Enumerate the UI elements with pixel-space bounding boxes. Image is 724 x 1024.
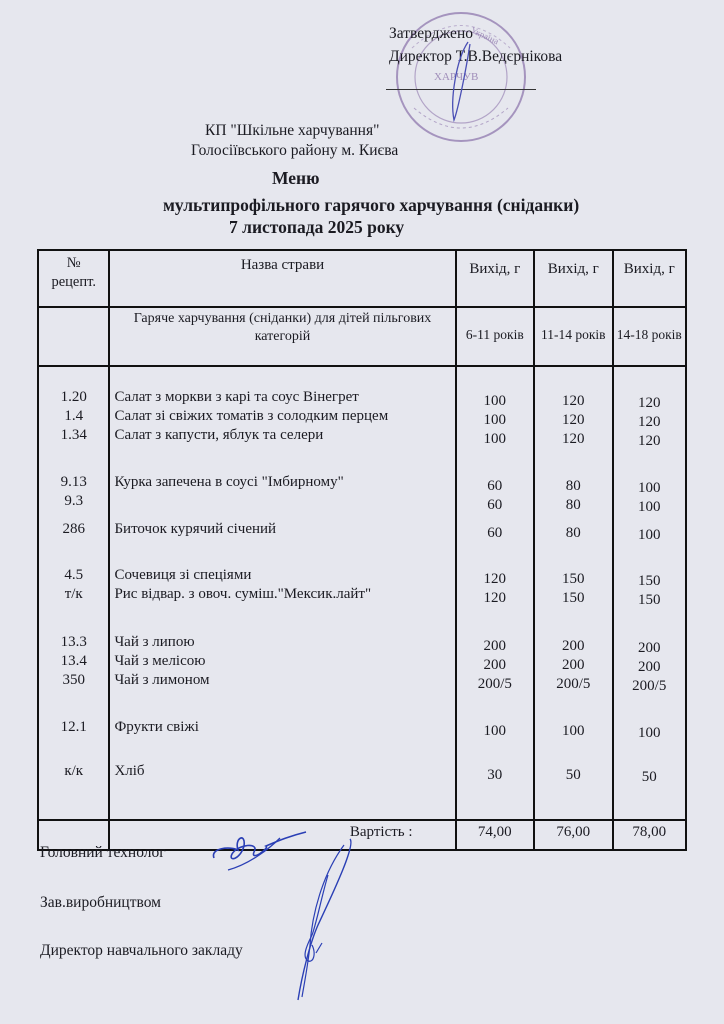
yield-14-18-cell: 200/5 bbox=[632, 678, 667, 694]
stamp-text-top: Україна bbox=[469, 24, 501, 47]
header-recipe-number: № рецепт. bbox=[38, 250, 109, 307]
menu-date: 7 листопада 2025 року bbox=[229, 217, 405, 237]
section-empty-cell bbox=[38, 307, 109, 366]
approved-label: Затверджено bbox=[389, 25, 473, 42]
yield-6-11-cell: 60 bbox=[487, 478, 503, 494]
recipe-number-cell: 1.20 bbox=[60, 389, 87, 405]
production-manager-label: Зав.виробництвом bbox=[40, 894, 161, 911]
yield-6-11-cell: 30 bbox=[487, 767, 503, 783]
yield-6-11-cell: 100 bbox=[483, 723, 507, 739]
yield-11-14-cell: 200 bbox=[562, 657, 585, 673]
menu-subtitle: мультипрофільного гарячого харчування (сніданки) bbox=[163, 195, 580, 215]
yield-14-18-cell: 120 bbox=[638, 414, 661, 430]
table-header-row bbox=[38, 250, 686, 307]
section-header-row bbox=[38, 307, 686, 366]
recipe-number-cell: 9.3 bbox=[64, 493, 84, 509]
yield-14-18-cell: 100 bbox=[638, 499, 661, 515]
director-footer-signature-icon bbox=[282, 835, 362, 1005]
dish-name-cell: Салат зі свіжих томатів з солодким перцем bbox=[114, 408, 389, 424]
dish-name-cell: Биточок курячий січений bbox=[114, 521, 277, 537]
yield-11-14-cell: 120 bbox=[562, 393, 585, 409]
yield-11-14-column bbox=[535, 367, 611, 819]
yield-6-11-cell: 60 bbox=[487, 497, 503, 513]
dish-name-cell: Салат з моркви з карі та соус Вінегрет bbox=[114, 389, 359, 405]
yield-11-14-cell: 200 bbox=[562, 638, 585, 654]
yield-6-11-cell: 200/5 bbox=[477, 676, 512, 692]
header-dish-name: Назва страви bbox=[109, 250, 455, 307]
yield-6-11-cell: 60 bbox=[487, 525, 503, 541]
recipe-number-cell: 13.4 bbox=[60, 653, 87, 669]
yield-6-11-cell: 120 bbox=[483, 571, 507, 587]
dish-name-cell: Фрукти свіжі bbox=[114, 719, 199, 735]
yield-14-18-column bbox=[614, 367, 685, 819]
yield-14-18-cell: 100 bbox=[638, 725, 661, 741]
header-yield-11-14: Вихід, г bbox=[534, 250, 612, 307]
yield-11-14-cell: 50 bbox=[565, 767, 581, 783]
yield-6-11-cell: 100 bbox=[483, 412, 507, 428]
recipe-number-cell: т/к bbox=[64, 586, 83, 602]
recipe-number-column bbox=[39, 367, 108, 819]
total-cost-label: Вартість : bbox=[109, 820, 455, 850]
yield-6-11-cell: 100 bbox=[483, 393, 507, 409]
yield-14-18-cell: 100 bbox=[638, 480, 661, 496]
recipe-number-cell: к/к bbox=[64, 763, 84, 779]
dish-name-cell: Сочевиця зі спеціями bbox=[114, 567, 252, 583]
recipe-number-cell: 1.34 bbox=[60, 427, 87, 443]
school-director-label: Директор навчального закладу bbox=[40, 942, 243, 959]
yield-6-11-cell: 200 bbox=[483, 638, 507, 654]
yield-14-18-cell: 100 bbox=[638, 527, 661, 543]
menu-table bbox=[37, 249, 687, 851]
yield-11-14-cell: 80 bbox=[565, 478, 581, 494]
yield-11-14-cell: 150 bbox=[562, 571, 585, 587]
yield-11-14-cell: 120 bbox=[562, 412, 585, 428]
yield-14-18-cell: 200 bbox=[638, 640, 661, 656]
recipe-number-cell: 286 bbox=[62, 521, 85, 537]
recipe-number-cell: 13.3 bbox=[60, 634, 87, 650]
stamp-text-mid: ХАРЧУВ bbox=[434, 71, 479, 83]
dish-name-cell: Чай з липою bbox=[114, 634, 195, 650]
recipe-number-cell: 1.4 bbox=[64, 408, 84, 424]
header-yield-6-11: Вихід, г bbox=[456, 250, 534, 307]
yield-6-11-column bbox=[457, 367, 533, 819]
dish-name-column bbox=[110, 367, 454, 819]
dish-name-cell: Рис відвар. з овоч. суміш."Мексик.лайт" bbox=[114, 586, 372, 602]
age-group-14-18: 14-18 років bbox=[613, 307, 686, 366]
yield-6-11-cell: 100 bbox=[483, 431, 507, 447]
director-signature-icon bbox=[448, 40, 478, 125]
price-11-14: 76,00 bbox=[534, 820, 612, 850]
section-title: Гаряче харчування (сніданки) для дітей пільгових категорій bbox=[109, 307, 455, 366]
age-group-6-11: 6-11 років bbox=[456, 307, 534, 366]
header-yield-14-18: Вихід, г bbox=[613, 250, 686, 307]
yield-14-18-cell: 120 bbox=[638, 433, 661, 449]
yield-11-14-cell: 150 bbox=[562, 590, 585, 606]
dish-name-cell: Хліб bbox=[114, 763, 145, 779]
recipe-number-cell: 12.1 bbox=[60, 719, 87, 735]
dish-name-cell: Курка запечена в соусі "Імбирному" bbox=[114, 474, 344, 490]
dish-name-cell: Салат з капусти, яблук та селери bbox=[114, 427, 324, 443]
dish-name-cell: Чай з мелісою bbox=[114, 653, 206, 669]
yield-14-18-cell: 150 bbox=[638, 592, 661, 608]
yield-11-14-cell: 200/5 bbox=[556, 676, 591, 692]
yield-11-14-cell: 80 bbox=[565, 497, 581, 513]
yield-14-18-cell: 120 bbox=[638, 395, 661, 411]
menu-title: Меню bbox=[272, 168, 320, 188]
recipe-number-cell: 9.13 bbox=[60, 474, 87, 490]
organization-district: Голосіївського району м. Києва bbox=[191, 142, 399, 159]
price-14-18: 78,00 bbox=[613, 820, 686, 850]
yield-6-11-cell: 200 bbox=[483, 657, 507, 673]
yield-14-18-cell: 150 bbox=[638, 573, 661, 589]
age-group-11-14: 11-14 років bbox=[534, 307, 612, 366]
menu-items-body bbox=[38, 366, 686, 820]
price-6-11: 74,00 bbox=[456, 820, 534, 850]
yield-11-14-cell: 120 bbox=[562, 431, 585, 447]
yield-11-14-cell: 80 bbox=[565, 525, 581, 541]
recipe-number-cell: 4.5 bbox=[64, 567, 84, 583]
yield-14-18-cell: 50 bbox=[641, 769, 657, 785]
yield-14-18-cell: 200 bbox=[638, 659, 661, 675]
dish-name-cell: Чай з лимоном bbox=[114, 672, 210, 688]
organization-name: КП "Шкільне харчування" bbox=[205, 122, 380, 139]
director-approval-line: Директор Т.В.Ведєрнікова bbox=[389, 48, 563, 65]
chief-technologist-label: Головний технолог bbox=[40, 844, 166, 861]
recipe-number-cell: 350 bbox=[62, 672, 85, 688]
yield-11-14-cell: 100 bbox=[562, 723, 585, 739]
yield-6-11-cell: 120 bbox=[483, 590, 507, 606]
